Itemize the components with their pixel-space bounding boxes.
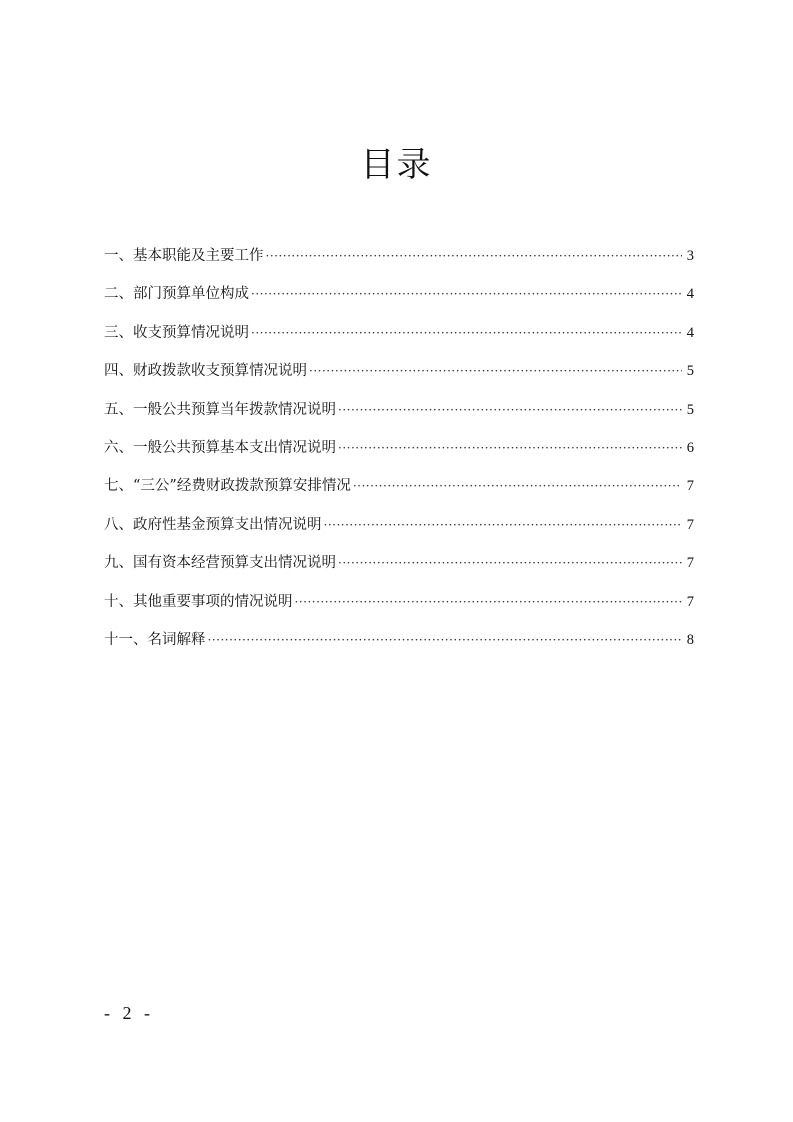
toc-dot-leader [251,323,682,343]
page-title: 目录 [360,145,433,185]
toc-entry-label: 十、其他重要事项的情况说明 [104,593,293,610]
toc-entry-page: 5 [686,401,694,418]
toc-entry-page: 5 [686,363,694,380]
toc-dot-leader [251,284,682,304]
toc-entry[interactable] [104,323,694,361]
toc-entry[interactable] [104,592,694,630]
toc-entry[interactable] [104,553,694,591]
toc-entry-page: 4 [686,286,694,303]
toc-entry-label: 一、基本职能及主要工作 [104,248,264,264]
page-number: - 2 - [104,1003,154,1023]
toc-entry[interactable] [104,515,694,553]
toc-entry-label: 四、财政拨款收支预算情况说明 [104,363,307,380]
toc-dot-leader [266,246,683,266]
toc-entry-page: 7 [686,516,694,533]
toc-entry[interactable] [104,400,694,438]
toc-dot-leader [309,361,682,381]
toc-entry-page: 7 [686,478,694,495]
toc-entry-label: 五、一般公共预算当年拨款情况说明 [104,401,336,418]
toc-dot-leader [324,515,683,535]
toc-entry[interactable] [104,438,694,476]
toc-entry-page: 8 [686,631,694,648]
toc-entry-page: 6 [686,439,694,456]
toc-entry-label: 六、一般公共预算基本支出情况说明 [104,439,336,456]
toc-entry-page: 4 [686,324,694,341]
toc-entry-label: 八、政府性基金预算支出情况说明 [104,516,322,533]
toc-dot-leader [338,400,682,420]
toc-entry-label: 十一、名词解释 [104,631,206,648]
toc-dot-leader [208,630,683,650]
toc-dot-leader [338,438,682,458]
toc-dot-leader [295,592,683,612]
toc-entry-page: 3 [686,248,694,264]
toc-entry-page: 7 [686,555,694,572]
toc-entry-label: 七、“三公”经费财政拨款预算安排情况 [104,478,351,495]
toc-dot-leader [353,476,682,496]
table-of-contents [104,246,694,668]
toc-entry[interactable] [104,476,694,514]
toc-entry[interactable] [104,284,694,322]
toc-entry[interactable] [104,361,694,399]
toc-entry-label: 九、国有资本经营预算支出情况说明 [104,555,336,572]
toc-entry-label: 三、收支预算情况说明 [104,324,249,341]
toc-entry-page: 7 [686,593,694,610]
toc-entry[interactable] [104,246,694,284]
toc-dot-leader [338,553,682,573]
toc-entry[interactable] [104,630,694,668]
toc-entry-label: 二、部门预算单位构成 [104,286,249,303]
